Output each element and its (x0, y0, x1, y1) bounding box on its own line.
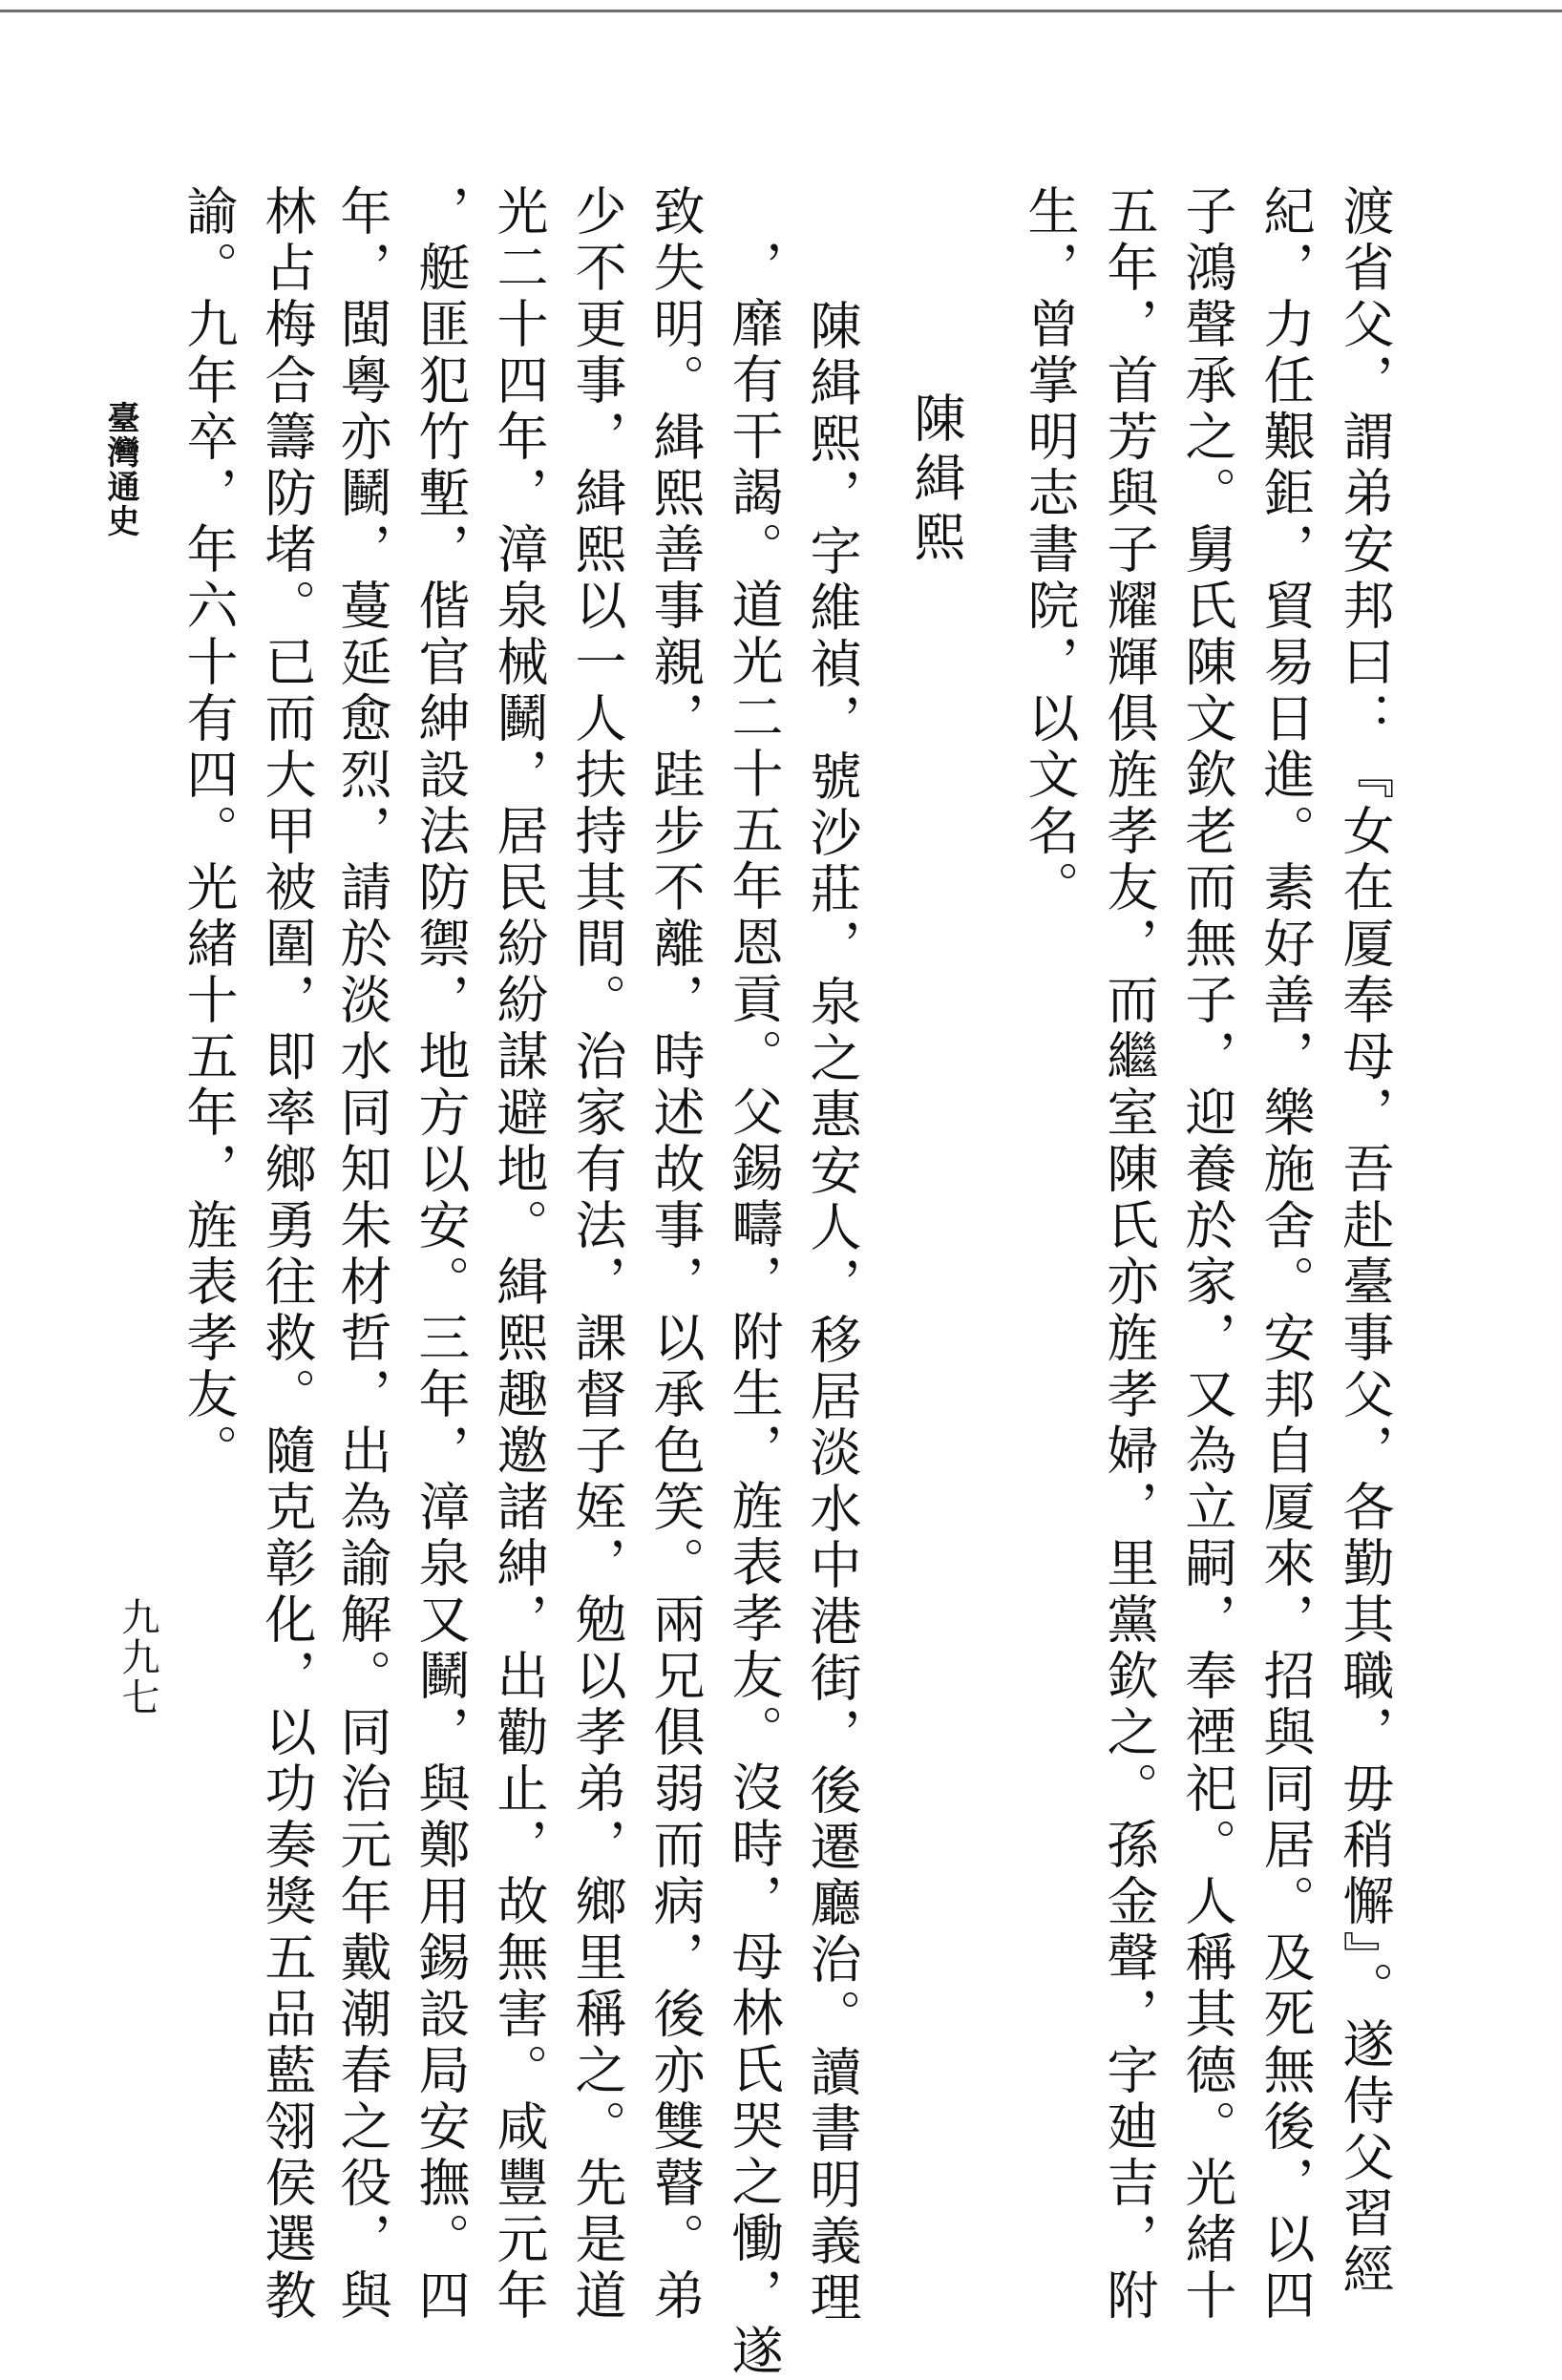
text-column: 致失明。緝熙善事親，跬步不離，時述故事，以承色笑。兩兄俱弱而病，後亦雙瞽。弟 (645, 184, 706, 2325)
text-column: ，艇匪犯竹塹，偕官紳設法防禦，地方以安。三年，漳泉又鬭，與鄭用錫設局安撫。四 (411, 184, 471, 2325)
text-column: 諭。九年卒，年六十有四。光緒十五年，旌表孝友。 (179, 184, 239, 1480)
section-title: 陳緝熙 (906, 391, 966, 569)
book-title: 臺灣通史 (101, 401, 139, 538)
text-column: 林占梅合籌防堵。已而大甲被圍，即率鄉勇往救。隨克彰化，以功奏獎五品藍翎侯選教 (257, 184, 317, 2325)
text-column: ，靡有干謁。道光二十五年恩貢。父錫疇，附生，旌表孝友。沒時，母林氏哭之慟，遂 (724, 240, 784, 2380)
text-column: 光二十四年，漳泉械鬭，居民紛紛謀避地。緝熙趣邀諸紳，出勸止，故無害。咸豐元年 (489, 184, 549, 2325)
text-column: 五年，首芳與子耀輝俱旌孝友，而繼室陳氏亦旌孝婦，里黨欽之。孫金聲，字廸吉，附 (1099, 184, 1159, 2325)
text-column: 渡省父，謂弟安邦曰：『女在厦奉母，吾赴臺事父，各勤其職，毋稍懈』。遂侍父習經 (1335, 184, 1395, 2299)
text-column: 生，曾掌明志書院，以文名。 (1020, 184, 1080, 916)
text-column: 紀，力任艱鉅，貿易日進。素好善，樂施舍。安邦自厦來，招與同居。及死無後，以四 (1256, 184, 1316, 2325)
text-column: 陳緝熙，字維禎，號沙莊，泉之惠安人，移居淡水中港街，後遷廳治。讀書明義理 (802, 299, 862, 2327)
text-column: 少不更事，緝熙以一人扶持其間。治家有法，課督子姪，勉以孝弟，鄉里稱之。先是道 (567, 184, 627, 2325)
text-column: 子鴻聲承之。舅氏陳文欽老而無子，迎養於家，又為立嗣，奉禋祀。人稱其德。光緒十 (1177, 184, 1237, 2325)
page-number: 九九七 (116, 1597, 159, 1717)
text-column: 年，閩粵亦鬭，蔓延愈烈，請於淡水同知朱材哲，出為諭解。同治元年戴潮春之役，與 (332, 184, 392, 2325)
